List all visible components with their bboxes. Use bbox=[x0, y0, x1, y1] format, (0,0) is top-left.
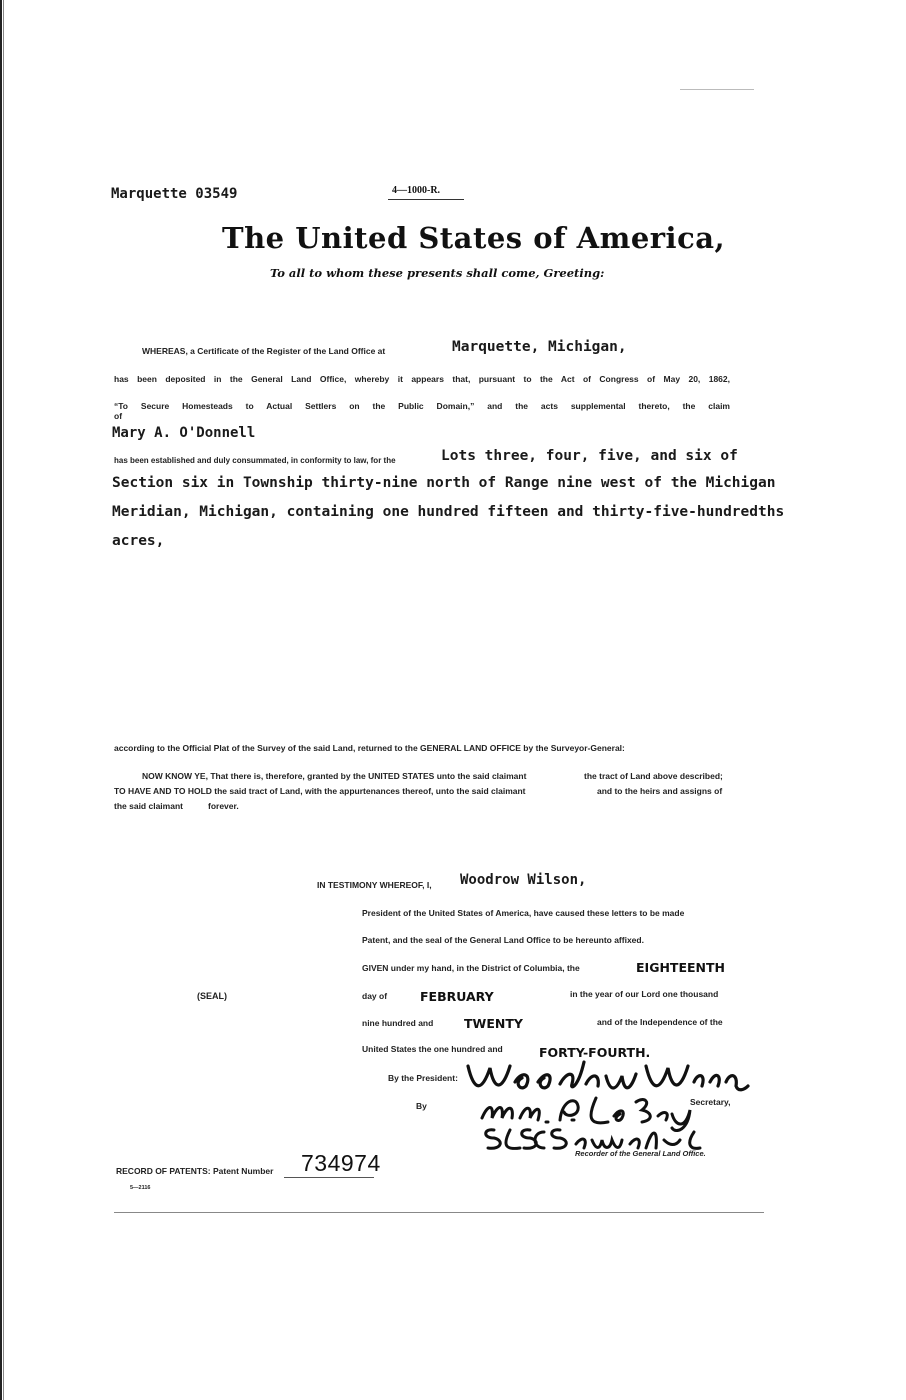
patent-number: 734974 bbox=[301, 1150, 381, 1176]
document-title: The United States of America, bbox=[222, 221, 726, 255]
record-of-patents-label: RECORD OF PATENTS: Patent Number bbox=[116, 1166, 274, 1176]
testimony-prefix: IN TESTIMONY WHEREOF, I, bbox=[317, 880, 432, 890]
grant-line-2b: and to the heirs and assigns of bbox=[597, 786, 723, 796]
independence-year: FORTY-FOURTH. bbox=[539, 1045, 651, 1060]
by-label: By bbox=[416, 1101, 427, 1111]
grant-line-2a: TO HAVE AND TO HOLD the said tract of Land, with the appurtenances thereof, unto the said claimant bbox=[114, 786, 526, 796]
independence-label: and of the Independence of the bbox=[597, 1017, 723, 1027]
nine-hundred-label: nine hundred and bbox=[362, 1018, 434, 1028]
grant-line-1b: the tract of Land above described; bbox=[584, 771, 723, 781]
left-scan-edge-inner bbox=[3, 0, 4, 1400]
serial-number: Marquette 03549 bbox=[111, 186, 238, 202]
testimony-line-1: President of the United States of America, have caused these letters to be made bbox=[362, 908, 685, 918]
seal-label: (SEAL) bbox=[197, 991, 227, 1001]
small-code: 5—2116 bbox=[130, 1185, 151, 1191]
claimant-name: Mary A. O'Donnell bbox=[112, 425, 256, 441]
left-scan-edge bbox=[0, 0, 2, 1400]
whereas-line-3: “To Secure Homesteads to Actual Settlers on the Public Domain,” and the acts supplemental thereto, the claim of bbox=[114, 401, 730, 421]
bottom-rule bbox=[114, 1212, 764, 1213]
plat-statement: according to the Official Plat of the Survey of the said Land, returned to the GENERAL LAND OFFICE by the Surveyor-General: bbox=[114, 743, 625, 753]
day-of-label: day of bbox=[362, 991, 388, 1001]
land-description-line-4: acres, bbox=[112, 533, 165, 549]
grant-line-1a: NOW KNOW YE, That there is, therefore, granted by the UNITED STATES unto the said claimant bbox=[142, 771, 527, 781]
land-office: Marquette, Michigan, bbox=[452, 339, 627, 355]
form-number: 4—1000-R. bbox=[392, 185, 441, 196]
grant-line-3b: forever. bbox=[208, 801, 239, 811]
testimony-line-3: GIVEN under my hand, in the District of Columbia, the bbox=[362, 963, 580, 973]
form-number-underline bbox=[388, 199, 464, 200]
top-right-mark bbox=[680, 89, 754, 90]
whereas-line-2: has been deposited in the General Land Office, whereby it appears that, pursuant to the Act of Congress of May 20, 1862, bbox=[114, 374, 730, 384]
testimony-line-2: Patent, and the seal of the General Land Office to be hereunto affixed. bbox=[362, 935, 644, 945]
by-the-president-label: By the President: bbox=[388, 1073, 458, 1083]
whereas-line-1: WHEREAS, a Certificate of the Register of the Land Office at bbox=[142, 346, 386, 356]
land-description-line-3: Meridian, Michigan, containing one hundred fifteen and thirty-five-hundredths bbox=[112, 504, 785, 520]
president-name: Woodrow Wilson, bbox=[460, 872, 587, 888]
year-of-lord: in the year of our Lord one thousand bbox=[570, 989, 719, 999]
recorder-signature bbox=[480, 1118, 720, 1158]
land-description-line-1: Lots three, four, five, and six of bbox=[441, 448, 738, 464]
month-value: FEBRUARY bbox=[420, 989, 494, 1004]
year-value: TWENTY bbox=[464, 1016, 523, 1031]
land-description-line-2: Section six in Township thirty-nine north of Range nine west of the Michigan bbox=[112, 475, 776, 491]
day-value: EIGHTEENTH bbox=[636, 960, 725, 975]
recorder-label: Recorder of the General Land Office. bbox=[575, 1149, 706, 1158]
whereas-line-4: has been established and duly consummated, in conformity to law, for the bbox=[114, 456, 396, 465]
patent-number-dotted-line bbox=[284, 1177, 374, 1178]
grant-line-3a: the said claimant bbox=[114, 801, 183, 811]
secretary-label: Secretary, bbox=[690, 1097, 731, 1107]
greeting: To all to whom these presents shall come, Greeting: bbox=[270, 266, 605, 280]
us-line: United States the one hundred and bbox=[362, 1044, 503, 1054]
